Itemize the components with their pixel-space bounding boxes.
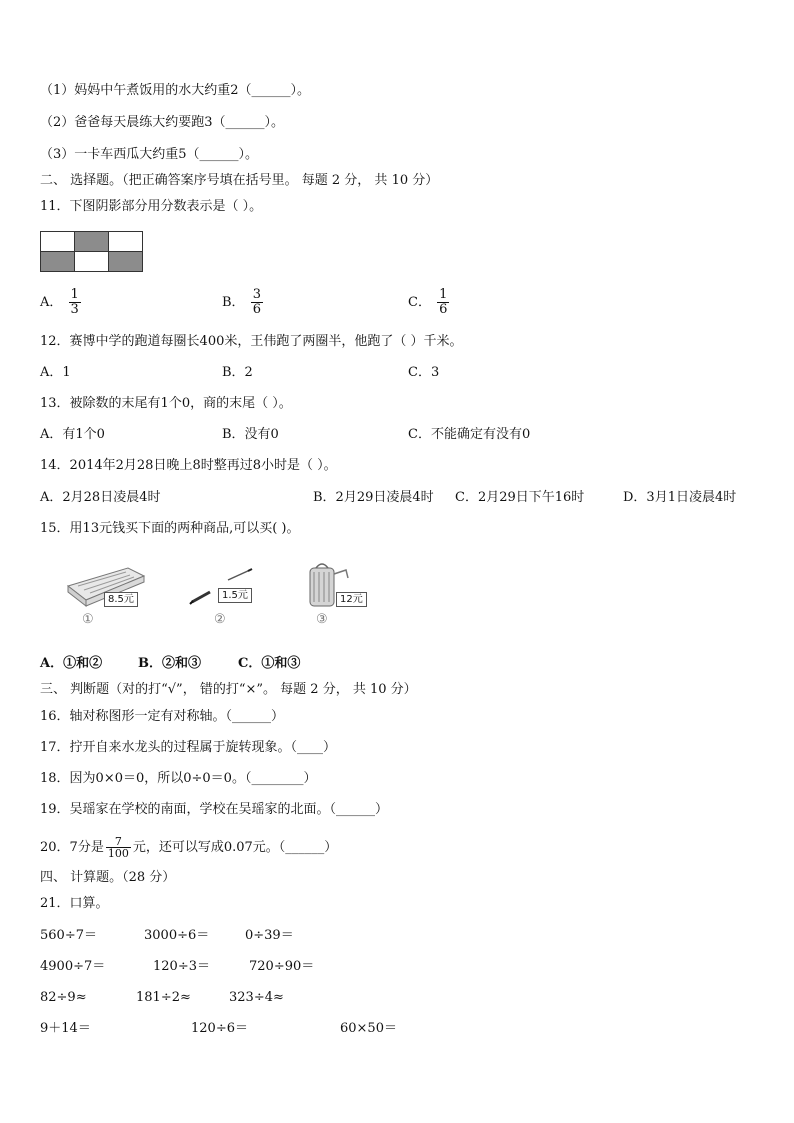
- q12-option-c: C．3: [408, 365, 440, 380]
- fraction: [69, 288, 81, 317]
- judge-item-19: 19．吴瑶家在学校的南面，学校在吴瑶家的北面。（______）: [40, 802, 389, 817]
- section-2-heading: 二、 选择题。（把正确答案序号填在括号里。 每题 2 分， 共 10 分）: [40, 173, 439, 188]
- q13-option-b: B．没有0: [222, 427, 279, 442]
- price-tag: 1.5元: [218, 588, 252, 603]
- judge-item-17: 17．拧开自来水龙头的过程属于旋转现象。（____）: [40, 740, 337, 755]
- calc-item: 181÷2≈: [136, 990, 191, 1005]
- product-number: ③: [316, 612, 328, 627]
- fraction-denominator: 6: [439, 302, 448, 317]
- calc-item: 82÷9≈: [40, 990, 87, 1005]
- fraction-denominator: 100: [107, 847, 129, 860]
- judge-item-18: 18．因为0×0＝0，所以0÷0＝0。（________）: [40, 771, 317, 786]
- fraction: [251, 288, 263, 317]
- q20-suffix: 元，还可以写成0.07元。（______）: [132, 840, 338, 855]
- calc-item: 60×50＝: [340, 1021, 397, 1036]
- fraction-denominator: 3: [70, 302, 79, 317]
- fraction-denominator: 6: [252, 302, 261, 317]
- product-number: ②: [214, 612, 226, 627]
- price-tag: 8.5元: [104, 592, 138, 607]
- grid-cell: [41, 232, 75, 252]
- q12-option-b: B．2: [222, 365, 253, 380]
- q15-option-b: B．②和③: [138, 656, 201, 671]
- calc-item: 120÷3＝: [153, 959, 210, 974]
- q12-option-a: A．1: [40, 365, 71, 380]
- grid-cell-shaded: [75, 232, 109, 252]
- price-tag: 12元: [336, 592, 367, 607]
- q11-option-a: [40, 288, 83, 317]
- calc-item: 323÷4≈: [229, 990, 284, 1005]
- calc-item: 120÷6＝: [191, 1021, 248, 1036]
- fraction-numerator: 1: [439, 287, 448, 302]
- q15-option-c: C．①和③: [238, 656, 301, 671]
- q11-option-c: [408, 288, 451, 317]
- q15-stem: 15．用13元钱买下面的两种商品,可以买( )。: [40, 521, 300, 536]
- fraction-numerator: 7: [106, 836, 131, 848]
- option-label: B．: [222, 295, 245, 310]
- option-label: A．: [40, 295, 63, 310]
- calc-item: 3000÷6＝: [144, 928, 210, 943]
- q14-option-c: C．2月29日下午16时: [455, 490, 585, 505]
- product-1: [64, 562, 156, 612]
- q14-option-d: D．3月1日凌晨4时: [623, 490, 737, 505]
- product-3: [306, 560, 386, 612]
- grid-cell-shaded: [109, 252, 143, 272]
- fill-item-2: （2）爸爸每天晨练大约要跑3（______）。: [40, 115, 285, 130]
- q21-stem: 21．口算。: [40, 896, 109, 911]
- q11-option-b: [222, 288, 265, 317]
- fraction: [106, 836, 131, 859]
- q13-option-c: C．不能确定有没有0: [408, 427, 531, 442]
- fraction-numerator: 1: [70, 287, 79, 302]
- q20-prefix: 20．7分是: [40, 840, 104, 855]
- product-number: ①: [82, 612, 94, 627]
- fraction-numerator: 3: [252, 287, 261, 302]
- q14-option-b: B．2月29日凌晨4时: [313, 490, 434, 505]
- q13-stem: 13．被除数的末尾有1个0，商的末尾（ ）。: [40, 396, 292, 411]
- calc-item: 560÷7＝: [40, 928, 97, 943]
- judge-item-20: [40, 836, 337, 859]
- calc-item: 720÷90＝: [249, 959, 315, 974]
- calc-item: 0÷39＝: [245, 928, 294, 943]
- judge-item-16: 16．轴对称图形一定有对称轴。（______）: [40, 709, 285, 724]
- grid-cell: [75, 252, 109, 272]
- section-4-heading: 四、 计算题。（28 分）: [40, 870, 176, 885]
- option-label: C．: [408, 295, 431, 310]
- fill-item-3: （3）一卡车西瓜大约重5（______）。: [40, 147, 259, 162]
- fill-item-1: （1）妈妈中午煮饭用的水大约重2（______）。: [40, 83, 311, 98]
- q11-stem: 11．下图阴影部分用分数表示是（ ）。: [40, 199, 263, 214]
- grid-cell: [109, 232, 143, 252]
- shaded-grid-figure: [40, 231, 143, 272]
- product-2: [188, 566, 268, 612]
- fraction: [437, 288, 449, 317]
- calc-item: 9＋14＝: [40, 1021, 91, 1036]
- q12-stem: 12．赛博中学的跑道每圈长400米，王伟跑了两圈半，他跑了（ ）千米。: [40, 334, 463, 349]
- calc-item: 4900÷7＝: [40, 959, 106, 974]
- grid-cell-shaded: [41, 252, 75, 272]
- q14-stem: 14．2014年2月28日晚上8时整再过8小时是（ ）。: [40, 458, 337, 473]
- q13-option-a: A．有1个0: [40, 427, 105, 442]
- q15-option-a: A．①和②: [40, 656, 103, 671]
- q14-option-a: A．2月28日凌晨4时: [40, 490, 161, 505]
- section-3-heading: 三、 判断题（对的打“√”， 错的打“×”。 每题 2 分， 共 10 分）: [40, 682, 417, 697]
